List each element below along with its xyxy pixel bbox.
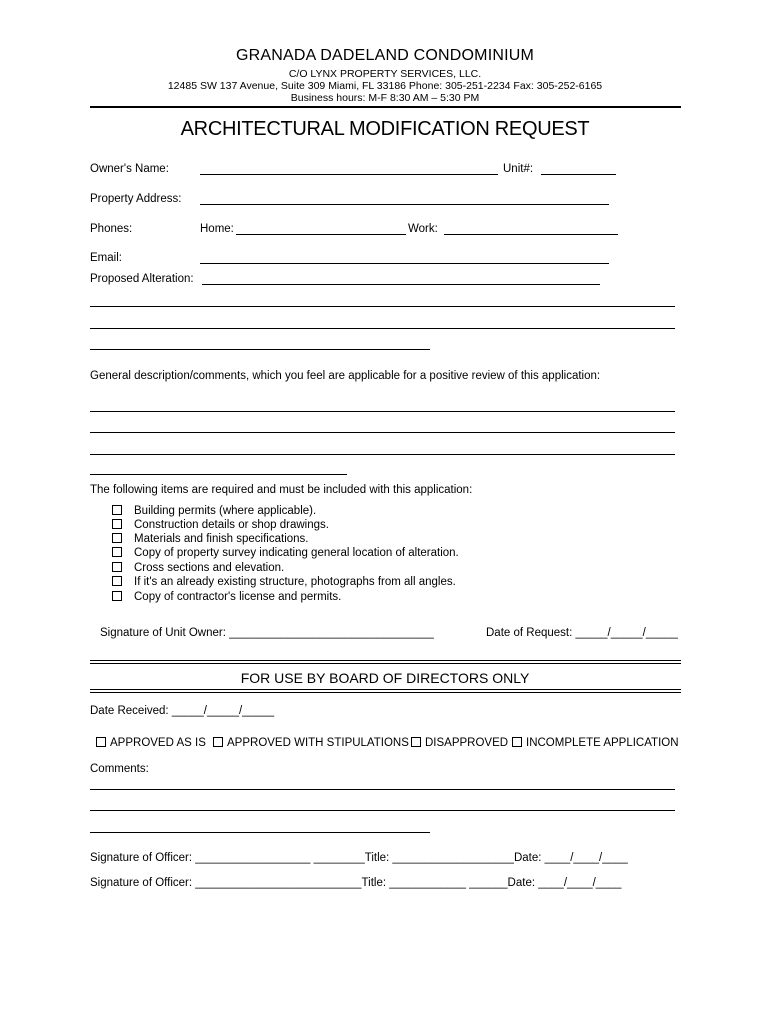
required-item[interactable]: Materials and finish specifications. bbox=[112, 533, 512, 545]
officer-signature-1[interactable]: Signature of Officer: __________________ ________Title: ___________________Date: ____/____/____ bbox=[90, 852, 628, 864]
header-divider bbox=[90, 106, 681, 108]
option-incomplete-application[interactable]: INCOMPLETE APPLICATION bbox=[512, 737, 679, 749]
checkbox-icon[interactable] bbox=[96, 737, 106, 747]
comments-line[interactable] bbox=[90, 810, 675, 811]
owner-name-field[interactable] bbox=[200, 174, 498, 175]
board-divider-top-2 bbox=[90, 663, 681, 664]
description-line[interactable] bbox=[90, 474, 347, 475]
checkbox-icon[interactable] bbox=[112, 533, 122, 543]
checkbox-icon[interactable] bbox=[112, 547, 122, 557]
form-title: ARCHITECTURAL MODIFICATION REQUEST bbox=[180, 118, 590, 140]
checkbox-icon[interactable] bbox=[411, 737, 421, 747]
owner-name-label: Owner's Name: bbox=[90, 163, 169, 175]
unit-label: Unit#: bbox=[503, 163, 534, 175]
proposed-alteration-line[interactable] bbox=[90, 349, 430, 350]
management-company: C/O LYNX PROPERTY SERVICES, LLC. bbox=[288, 68, 482, 80]
email-label: Email: bbox=[90, 252, 122, 264]
option-approved-with-stipulations[interactable]: APPROVED WITH STIPULATIONS bbox=[213, 737, 409, 749]
required-item[interactable]: Copy of property survey indicating general location of alteration. bbox=[112, 547, 512, 559]
required-item[interactable]: Copy of contractor's license and permits. bbox=[112, 591, 512, 603]
required-item[interactable]: If it's an already existing structure, photographs from all angles. bbox=[112, 576, 512, 588]
board-divider-bottom-2 bbox=[90, 692, 681, 693]
date-of-request-field[interactable]: _____/_____/_____ bbox=[575, 627, 678, 639]
board-title: FOR USE BY BOARD OF DIRECTORS ONLY bbox=[240, 670, 530, 686]
required-item[interactable]: Building permits (where applicable). bbox=[112, 505, 512, 517]
proposed-alteration-line[interactable] bbox=[90, 306, 675, 307]
general-description-label: General description/comments, which you feel are applicable for a positive review of this application: bbox=[90, 370, 601, 382]
property-address-label: Property Address: bbox=[90, 193, 182, 205]
work-phone-field[interactable] bbox=[444, 234, 618, 235]
checkbox-icon[interactable] bbox=[112, 576, 122, 586]
unit-field[interactable] bbox=[541, 174, 616, 175]
email-field[interactable] bbox=[200, 263, 609, 264]
required-item[interactable]: Construction details or shop drawings. bbox=[112, 519, 512, 531]
comments-label: Comments: bbox=[90, 763, 149, 775]
org-name: GRANADA DADELAND CONDOMINIUM bbox=[235, 47, 535, 64]
required-item[interactable]: Cross sections and elevation. bbox=[112, 562, 512, 574]
date-of-request[interactable] bbox=[486, 627, 678, 639]
checkbox-icon[interactable] bbox=[213, 737, 223, 747]
proposed-alteration-label: Proposed Alteration: bbox=[90, 273, 194, 285]
signature-owner[interactable] bbox=[100, 627, 434, 639]
signature-owner-field[interactable]: ________________________________ bbox=[229, 627, 434, 639]
property-address-field[interactable] bbox=[200, 204, 609, 205]
checkbox-icon[interactable] bbox=[112, 562, 122, 572]
checkbox-icon[interactable] bbox=[112, 505, 122, 515]
proposed-alteration-field[interactable] bbox=[202, 284, 600, 285]
checkbox-icon[interactable] bbox=[112, 519, 122, 529]
phones-label: Phones: bbox=[90, 223, 133, 235]
required-items-label: The following items are required and must be included with this application: bbox=[90, 484, 473, 496]
officer-signature-2[interactable]: Signature of Officer: __________________________Title: ____________ ______Date: ____/____/____ bbox=[90, 877, 622, 889]
business-hours: Business hours: M-F 8:30 AM – 5:30 PM bbox=[290, 92, 480, 104]
description-line[interactable] bbox=[90, 411, 675, 412]
option-approved-as-is[interactable]: APPROVED AS IS bbox=[96, 737, 206, 749]
board-divider-top bbox=[90, 660, 681, 661]
board-divider-bottom bbox=[90, 689, 681, 690]
checkbox-icon[interactable] bbox=[112, 591, 122, 601]
home-phone-label: Home: bbox=[200, 223, 234, 235]
option-disapproved[interactable]: DISAPPROVED bbox=[411, 737, 508, 749]
comments-line[interactable] bbox=[90, 832, 430, 833]
signature-owner-label: Signature of Unit Owner: bbox=[100, 627, 226, 639]
date-of-request-label: Date of Request: bbox=[486, 627, 573, 639]
comments-line[interactable] bbox=[90, 789, 675, 790]
home-phone-field[interactable] bbox=[236, 234, 406, 235]
work-phone-label: Work: bbox=[408, 223, 438, 235]
date-received-field[interactable]: _____/_____/_____ bbox=[171, 705, 275, 717]
contact-address: 12485 SW 137 Avenue, Suite 309 Miami, FL 33186 Phone: 305-251-2234 Fax: 305-252-6165 bbox=[167, 80, 603, 92]
description-line[interactable] bbox=[90, 454, 675, 455]
date-received[interactable] bbox=[90, 705, 274, 717]
proposed-alteration-line[interactable] bbox=[90, 328, 675, 329]
date-received-label: Date Received: bbox=[90, 705, 169, 717]
description-line[interactable] bbox=[90, 432, 675, 433]
checkbox-icon[interactable] bbox=[512, 737, 522, 747]
